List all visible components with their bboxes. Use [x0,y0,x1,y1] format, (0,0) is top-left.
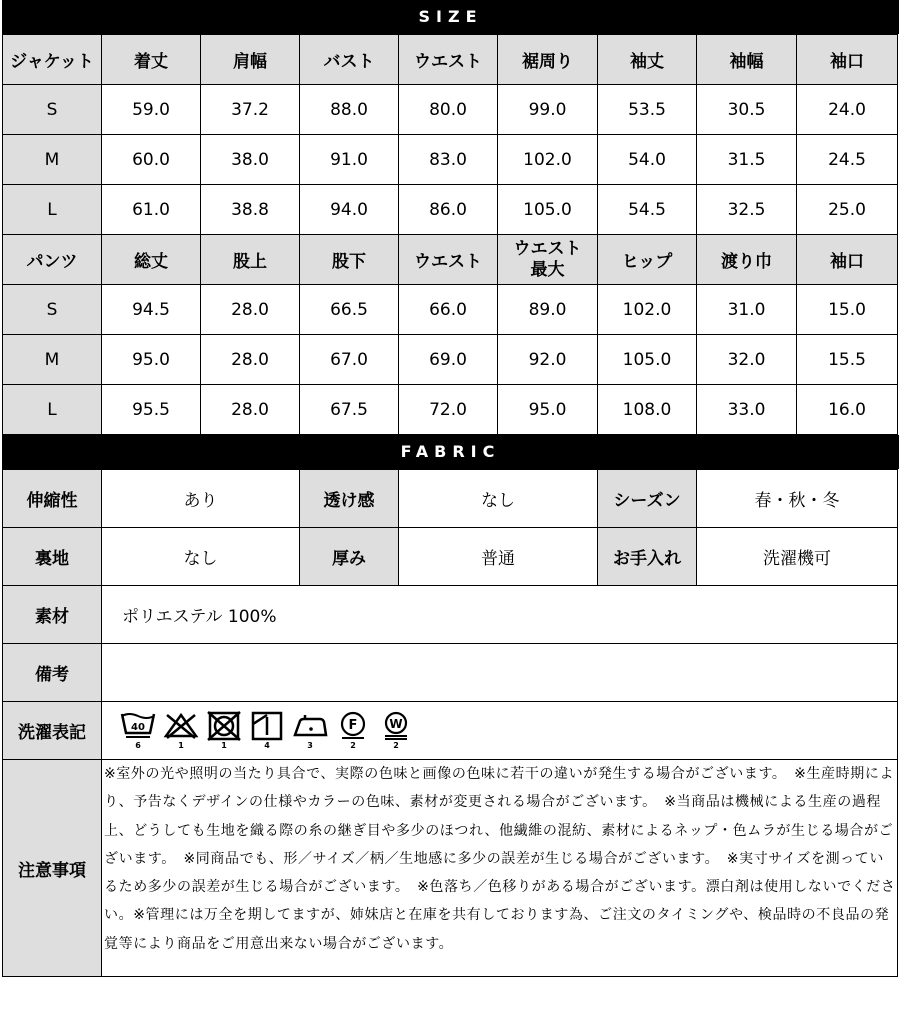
jacket-row [3,85,898,135]
pants-value-cell: 72.0 [399,385,498,435]
line-dry-icon [249,711,285,750]
pants-value-cell: 89.0 [498,285,598,335]
jacket-value-cell: 61.0 [102,185,201,235]
jacket-value-cell: 80.0 [399,85,498,135]
jacket-value-cell: 30.5 [697,85,797,135]
pants-header-cell: ヒップ [598,235,697,285]
jacket-header-cell: 袖幅 [697,35,797,85]
iron-low-icon [292,711,328,750]
jacket-value-cell: 60.0 [102,135,201,185]
pants-value-cell: 69.0 [399,335,498,385]
washing-symbols [102,702,898,760]
remarks-value [102,644,898,702]
lining-label: 裏地 [3,528,102,586]
dry-clean-f-icon [335,711,371,750]
jacket-header-cell: 袖口 [797,35,898,85]
pants-value-cell: 67.0 [300,335,399,385]
jacket-value-cell: 37.2 [201,85,300,135]
care-level-number: 2 [350,741,356,750]
pants-value-cell: 95.0 [102,335,201,385]
pants-value-cell: 15.0 [797,285,898,335]
size-fabric-sheet [2,0,899,1010]
pants-value-cell: 92.0 [498,335,598,385]
svg-text:W: W [389,717,403,731]
washing-label: 洗濯表記 [3,702,102,760]
care-level-number: 1 [178,741,184,750]
pants-row [3,285,898,335]
size-table [2,34,898,435]
care-level-number: 3 [307,741,313,750]
jacket-row [3,135,898,185]
care-level-number: 1 [221,741,227,750]
care-level-number: 6 [135,741,141,750]
care-level-number: 4 [264,741,270,750]
pants-value-cell: 105.0 [598,335,697,385]
jacket-header-cell: ジャケット [3,35,102,85]
care-label: お手入れ [598,528,697,586]
svg-text:F: F [348,718,358,733]
sheer-value: なし [399,470,598,528]
stretch-label: 伸縮性 [3,470,102,528]
jacket-value-cell: 102.0 [498,135,598,185]
jacket-value-cell: 86.0 [399,185,498,235]
season-value: 春・秋・冬 [697,470,898,528]
pants-value-cell: 95.5 [102,385,201,435]
pants-value-cell: 102.0 [598,285,697,335]
material-value: ポリエステル 100% [102,586,898,644]
jacket-value-cell: 94.0 [300,185,399,235]
pants-value-cell: 15.5 [797,335,898,385]
pants-header-cell: 股下 [300,235,399,285]
jacket-header-cell: 袖丈 [598,35,697,85]
pants-value-cell: 67.5 [300,385,399,435]
pants-value-cell: 28.0 [201,385,300,435]
notes-text: ※室外の光や照明の当たり具合で、実際の色味と画像の色味に若干の違いが発生する場合がございます。 ※生産時期により、予告なくデザインの仕様やカラーの色味、素材が変更される場合がございます。 ※当商品は機械による生産の過程上、どうしても生地を織る際の糸の継ぎ目や多少のほつれ、他繊維の混紡、素材によるネップ・色ムラが生じる場合がございます。 ※同商品でも、形／サイズ／柄／生地感に多少の誤差が生じる場合がございます。 ※実寸サイズを測っているため多少の誤差が生じる場合がございます。 ※色落ち／色移りがある場合がございます。漂白剤は使用しないでください。※管理には万全を期してますが、姉妹店と在庫を共有しております為、ご注文のタイミングや、検品時の不良品の発覚等により商品をご用意出来ない場合がございます。 [102,760,898,977]
pants-header-line: ウエスト [513,238,582,259]
lining-value: なし [102,528,300,586]
pants-header-cell: 股上 [201,235,300,285]
pants-value-cell: 16.0 [797,385,898,435]
jacket-header-cell: 裾周り [498,35,598,85]
pants-size-label: L [3,385,102,435]
jacket-value-cell: 53.5 [598,85,697,135]
jacket-value-cell: 31.5 [697,135,797,185]
pants-value-cell: 108.0 [598,385,697,435]
jacket-value-cell: 24.5 [797,135,898,185]
jacket-value-cell: 105.0 [498,185,598,235]
jacket-value-cell: 83.0 [399,135,498,185]
pants-value-cell: 95.0 [498,385,598,435]
jacket-value-cell: 25.0 [797,185,898,235]
remarks-label: 備考 [3,644,102,702]
jacket-value-cell: 88.0 [300,85,399,135]
no-bleach-icon [163,711,199,750]
pants-size-label: S [3,285,102,335]
jacket-value-cell: 38.0 [201,135,300,185]
care-value: 洗濯機可 [697,528,898,586]
pants-value-cell: 66.5 [300,285,399,335]
pants-value-cell: 31.0 [697,285,797,335]
pants-header-cell: ウエスト [399,235,498,285]
fabric-section-header: FABRIC [2,435,899,469]
care-level-number: 2 [393,741,399,750]
pants-value-cell: 33.0 [697,385,797,435]
pants-value-cell: 32.0 [697,335,797,385]
pants-size-label: M [3,335,102,385]
stretch-value: あり [102,470,300,528]
pants-header-cell: 渡り巾 [697,235,797,285]
pants-header-cell: パンツ [3,235,102,285]
wash-40-icon [120,711,156,750]
jacket-value-cell: 99.0 [498,85,598,135]
jacket-value-cell: 24.0 [797,85,898,135]
jacket-header-cell: バスト [300,35,399,85]
material-label: 素材 [3,586,102,644]
no-tumble-dry-icon [206,711,242,750]
jacket-value-cell: 91.0 [300,135,399,185]
pants-row [3,335,898,385]
thickness-value: 普通 [399,528,598,586]
sheer-label: 透け感 [300,470,399,528]
svg-text:40: 40 [131,722,145,733]
jacket-value-cell: 38.8 [201,185,300,235]
pants-header-cell: 総丈 [102,235,201,285]
jacket-size-label: S [3,85,102,135]
pants-value-cell: 94.5 [102,285,201,335]
pants-header-cell: 袖口 [797,235,898,285]
season-label: シーズン [598,470,697,528]
jacket-value-cell: 59.0 [102,85,201,135]
jacket-row [3,185,898,235]
pants-header-cell [498,235,598,285]
pants-header-line: 最大 [530,259,565,280]
pants-value-cell: 28.0 [201,285,300,335]
jacket-value-cell: 32.5 [697,185,797,235]
pants-row [3,385,898,435]
jacket-size-label: M [3,135,102,185]
jacket-size-label: L [3,185,102,235]
jacket-header-cell: 肩幅 [201,35,300,85]
jacket-header-cell: ウエスト [399,35,498,85]
pants-value-cell: 66.0 [399,285,498,335]
notes-label: 注意事項 [3,760,102,977]
jacket-value-cell: 54.0 [598,135,697,185]
wet-clean-w-icon [378,711,414,750]
thickness-label: 厚み [300,528,399,586]
size-section-header: SIZE [2,0,899,34]
jacket-value-cell: 54.5 [598,185,697,235]
jacket-header-cell: 着丈 [102,35,201,85]
pants-value-cell: 28.0 [201,335,300,385]
fabric-table [2,469,898,977]
